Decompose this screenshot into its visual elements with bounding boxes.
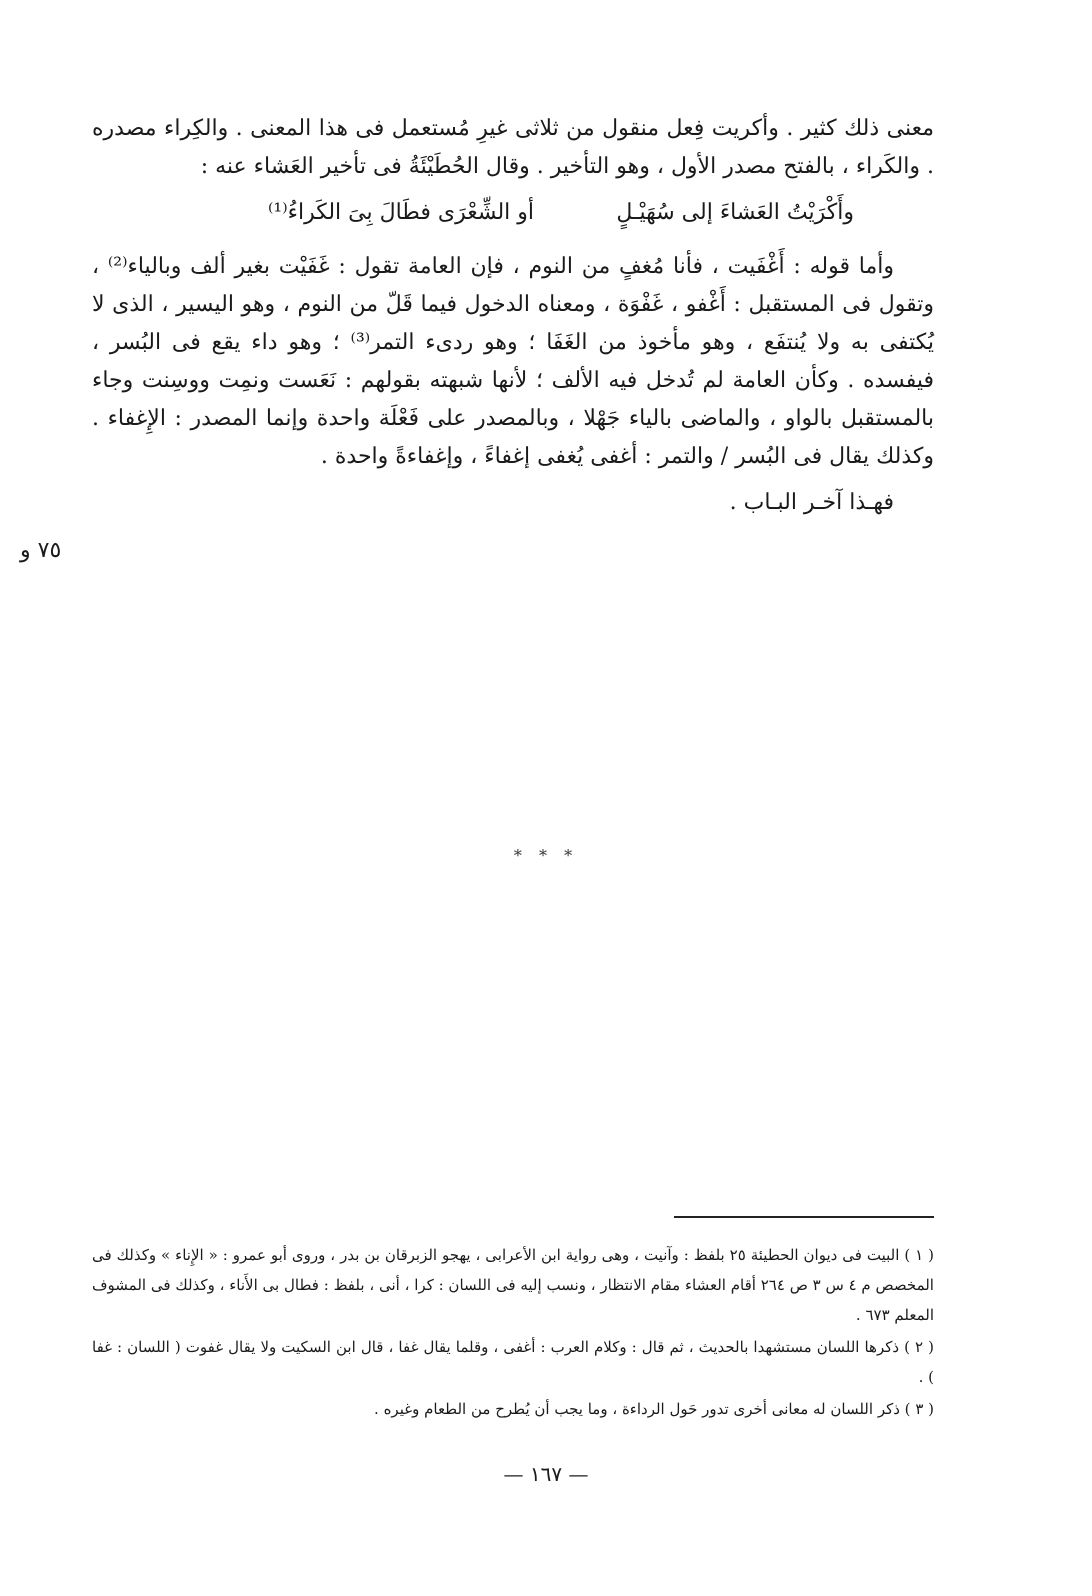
footnote-divider xyxy=(674,1216,934,1218)
paragraph-2: وأما قوله : أَغْفَيت ، فأنا مُغفٍ من النوم ، فإن العامة تقول : غَفَيْت بغير ألف وبالياء⁽²⁾ ، وتقول فى المستقبل : أَغْفو ، غَفْوَة ، ومعناه الدخول فيما قَلّ من النوم ، وهو اليسير ، الذى لا يُكتفى به ولا يُنتفَع ، وهو مأخوذ من الغَفَا ؛ وهو ردىء التمر⁽³⁾ ؛ وهو داء يقع فى البُسر ، فيفسده . وكأن العامة لم تُدخل فيه الألف ؛ لأنها شبهته بقولهم : نَعَست ونمِت ووسِنت وجاء بالمستقبل بالواو ، والماضى بالياء جَهْلا ، وبالمصدر على فَعْلَة واحدة وإنما المصدر : الإِغفاء . وكذلك يقال فى البُسر / والتمر : أغفى يُغفى إغفاءً ، وإغفاءةً واحدة . xyxy=(92,254,935,469)
main-text xyxy=(92,110,934,522)
paragraph-1: معنى ذلك كثير . وأكريت فِعل منقول من ثلاثى غيرِ مُستعمل فى هذا المعنى . والكِراء مصدره . والكَراء ، بالفتح مصدر الأول ، وهو التأخير . وقال الحُطَيْئَةُ فى تأخير العَشاء عنه : xyxy=(92,116,934,179)
footnotes-section xyxy=(92,1240,934,1426)
chapter-end-line: فهـذا آخـر البـاب . xyxy=(729,490,894,515)
margin-folio-reference: ٧٥ و xyxy=(20,538,62,563)
verse-second-hemistich: أو الشِّعْرَى فطَالَ بِىَ الكَراءُ⁽¹⁾ xyxy=(267,200,534,225)
poetry-verse xyxy=(92,194,934,242)
page-number: — ١٦٧ — xyxy=(503,1462,589,1486)
footnote-1: ( ١ ) البيت فى ديوان الحطيئة ٢٥ بلفظ : وآنيت ، وهى رواية ابن الأعرابى ، يهجو الزبرقان بن بدر ، وروى أبو عمرو : « الإِناء » وكذلك فى المخصص م ٤ س ٣ ص ٢٦٤ أقام العشاء مقام الانتظار ، ونسب إليه فى اللسان : كرا ، أنى ، بلفظ : فطال بى الأَناء ، وكذلك فى المشوف المعلم ٦٧٣ . xyxy=(92,1246,935,1324)
section-separator: * * * xyxy=(513,846,579,865)
verse-first-hemistich: وأَكْرَيْتُ العَشاءَ إلى سُهَيْـلٍ xyxy=(616,200,854,225)
footnote-2: ( ٢ ) ذكرها اللسان مستشهدا بالحديث ، ثم قال : وكلام العرب : أغفى ، وقلما يقال غفا ، قال ابن السكيت ولا يقال غفوت ( اللسان : غفا ) . xyxy=(92,1338,934,1386)
footnote-3: ( ٣ ) ذكر اللسان له معانى أخرى تدور حَول الرداءة ، وما يجب أن يُطرح من الطعام وغيره . xyxy=(374,1400,934,1418)
